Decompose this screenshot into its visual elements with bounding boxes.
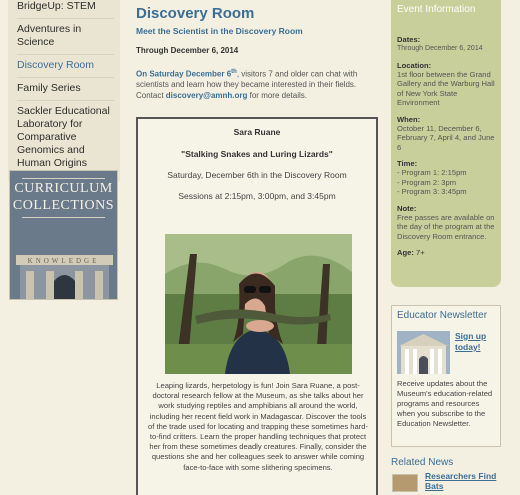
curriculum-line-1: CURRICULUM <box>14 181 113 196</box>
banner-rule-top <box>22 178 105 179</box>
intro-tail: for more details. <box>247 90 307 100</box>
time-label: Time: <box>397 159 418 168</box>
educator-newsletter-box <box>391 305 501 447</box>
when-value: October 11, December 6, February 7, April 4, and June 6 <box>397 123 495 152</box>
banner-rule-bottom <box>22 217 105 218</box>
location-label: Location: <box>397 60 432 70</box>
newsletter-signup-link[interactable]: Sign up today! <box>455 331 487 352</box>
intro-rest: , visitors 7 and older can chat with scientists and learn how they became interested in their fields. Contact <box>136 69 358 100</box>
time-program-2: - Program 2: 3pm <box>397 177 457 187</box>
event-date-line: Saturday, December 6th in the Discovery Room <box>167 170 347 180</box>
scientist-photo <box>165 234 352 374</box>
when-label: When: <box>397 114 421 124</box>
related-news-section <box>391 457 501 495</box>
intro-sup: th <box>231 69 237 75</box>
age-value: 7+ <box>416 248 425 257</box>
location-value: 1st floor between the Grand Gallery and the Warburg Hall of New York State Environment <box>397 69 495 107</box>
talk-title: "Stalking Snakes and Luring Lizards" <box>181 149 333 159</box>
time-program-1: - Program 1: 2:15pm <box>397 168 467 177</box>
related-news-thumbnail[interactable] <box>392 474 418 492</box>
right-sidebar <box>391 0 501 495</box>
dates-label: Dates: <box>397 35 421 44</box>
session-times: Sessions at 2:15pm, 3:00pm, and 3:45pm <box>178 191 336 201</box>
time-program-3: - Program 3: 3:45pm <box>397 187 467 196</box>
sidebar-item-adventures-in-science[interactable]: Adventures in Science <box>17 19 114 55</box>
left-sidebar-nav <box>8 0 120 181</box>
event-description: Leaping lizards, herpetology is fun! Join Sara Ruane, a post-doctoral research fellow at the Museum, as she talks about her work studying reptiles and amphibians all around the world, including her recent field work in Madagascar. Discover the tools of the trade used for locating and trapping these sometimes hard-to-find critters. Learn the proper handling techniques that protect her from these sometimes deadly creatures. Finally, consider the questions she and her colleagues seek to answer while coming face-to-face with some slithering specimens. <box>148 381 368 472</box>
museum-building-icon <box>397 331 450 374</box>
note-value: Free passes are available on the day of the program at the Discovery Room entrance. <box>397 212 495 241</box>
intro-lead: On Saturday December 6 <box>136 69 232 79</box>
curriculum-title <box>10 180 117 214</box>
note-label: Note: <box>397 203 417 213</box>
knowledge-inscription: KNOWLEDGE <box>27 257 100 265</box>
speaker-name: Sara Ruane <box>233 127 281 137</box>
dates-value: Through December 6, 2014 <box>397 45 483 52</box>
curriculum-line-2: COLLECTIONS <box>12 198 115 213</box>
newsletter-title: Educator Newsletter <box>397 310 488 321</box>
age-label: Age: <box>397 248 414 257</box>
curriculum-collections-banner[interactable] <box>9 170 118 300</box>
event-info-title: Event Information <box>397 4 476 15</box>
sidebar-item-sackler-lab[interactable]: Sackler Educational Laboratory for Comparative Genomics and Human Origins <box>17 105 110 169</box>
sidebar-item-bridgeup-stem[interactable]: BridgeUp: STEM <box>17 0 114 19</box>
related-news-link[interactable]: Researchers Find Bats <box>425 471 497 491</box>
page-title: Discovery Room <box>136 5 255 22</box>
sidebar-item-discovery-room[interactable]: Discovery Room <box>17 55 114 78</box>
intro-paragraph <box>136 67 380 101</box>
time-values <box>397 168 496 197</box>
contact-email-link[interactable]: discovery@amnh.org <box>165 90 248 100</box>
museum-building-image[interactable] <box>397 331 450 374</box>
event-details-box <box>136 117 378 495</box>
event-information-panel <box>391 0 501 287</box>
main-content <box>136 0 380 472</box>
related-news-title: Related News <box>391 457 454 468</box>
page-subtitle: Meet the Scientist in the Discovery Room <box>136 26 303 36</box>
newsletter-description: Receive updates about the Museum's education-related programs and resources when you subscribe to the Education Newsletter. <box>397 379 493 428</box>
scientist-with-lizard-image <box>165 234 352 374</box>
age-row <box>397 248 496 257</box>
sidebar-item-family-series[interactable]: Family Series <box>17 78 114 101</box>
through-date: Through December 6, 2014 <box>136 46 239 55</box>
